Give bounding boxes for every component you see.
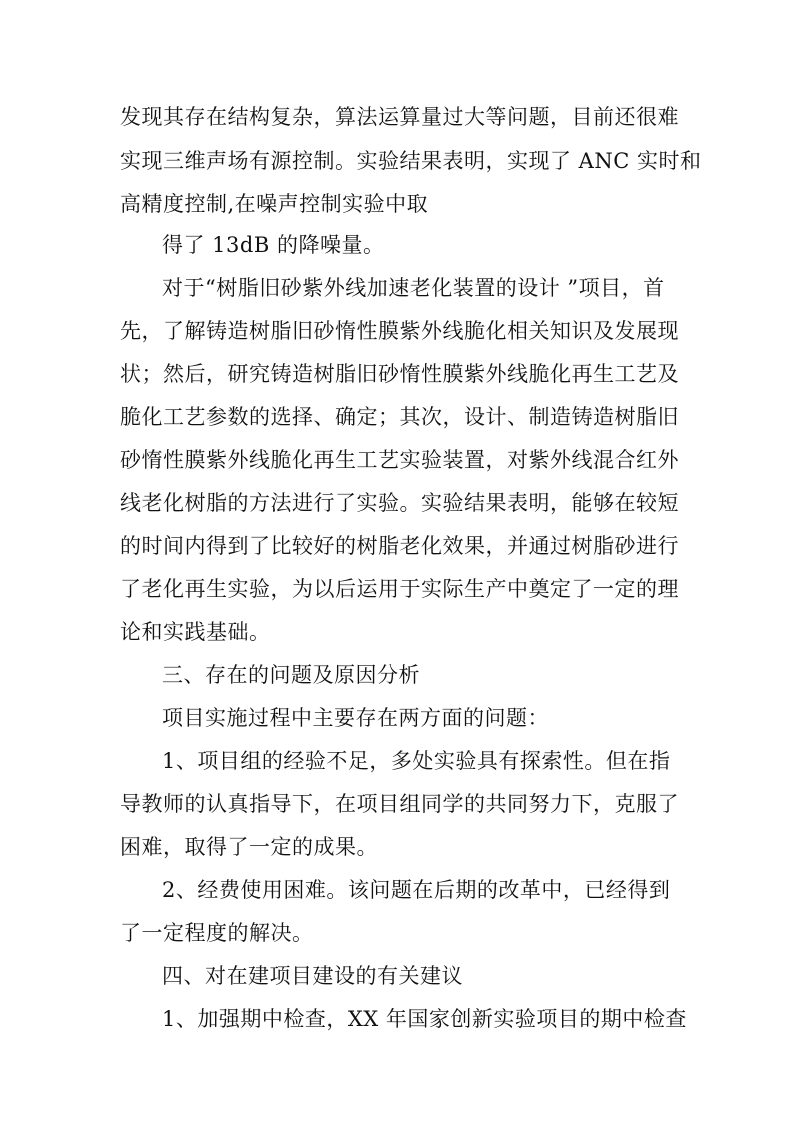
text-line: 导教师的认真指导下，在项目组同学的共同努力下，克服了	[120, 792, 679, 816]
text-line: 了一定程度的解决。	[120, 921, 314, 945]
text-line: 先，了解铸造树脂旧砂惰性膜紫外线脆化相关知识及发展现	[120, 319, 679, 343]
text-line: 实现三维声场有源控制。实验结果表明，实现了 ANC 实时和	[120, 149, 702, 173]
list-item-start: 1、项目组的经验不足，多处实验具有探索性。但在指	[162, 749, 671, 773]
text-line: 论和实践基础。	[120, 620, 271, 644]
section-heading: 三、存在的问题及原因分析	[162, 663, 420, 687]
text-line: 砂惰性膜紫外线脆化再生工艺实验装置，对紫外线混合红外	[120, 448, 679, 472]
list-item-start: 1、加强期中检查，XX 年国家创新实验项目的期中检查	[162, 1007, 687, 1031]
list-item-start: 2、经费使用困难。该问题在后期的改革中，已经得到	[162, 878, 671, 902]
text-line: 状；然后，研究铸造树脂旧砂惰性膜紫外线脆化再生工艺及	[120, 362, 679, 386]
text-line: 得了 13dB 的降噪量。	[162, 233, 385, 257]
text-line: 脆化工艺参数的选择、确定；其次，设计、制造铸造树脂旧	[120, 405, 679, 429]
text-line: 发现其存在结构复杂，算法运算量过大等问题，目前还很难	[120, 105, 679, 129]
text-line: 困难，取得了一定的成果。	[120, 835, 378, 859]
section-heading: 四、对在建项目建设的有关建议	[162, 964, 463, 988]
paragraph-start: 对于“树脂旧砂紫外线加速老化装置的设计 ”项目，首	[162, 276, 665, 300]
text-line: 的时间内得到了比较好的树脂老化效果，并通过树脂砂进行	[120, 534, 679, 558]
paragraph-start: 项目实施过程中主要存在两方面的问题：	[162, 706, 549, 730]
text-line: 线老化树脂的方法进行了实验。实验结果表明，能够在较短	[120, 491, 679, 515]
text-line: 了老化再生实验，为以后运用于实际生产中奠定了一定的理	[120, 577, 679, 601]
text-line: 高精度控制,在噪声控制实验中取	[120, 192, 429, 216]
